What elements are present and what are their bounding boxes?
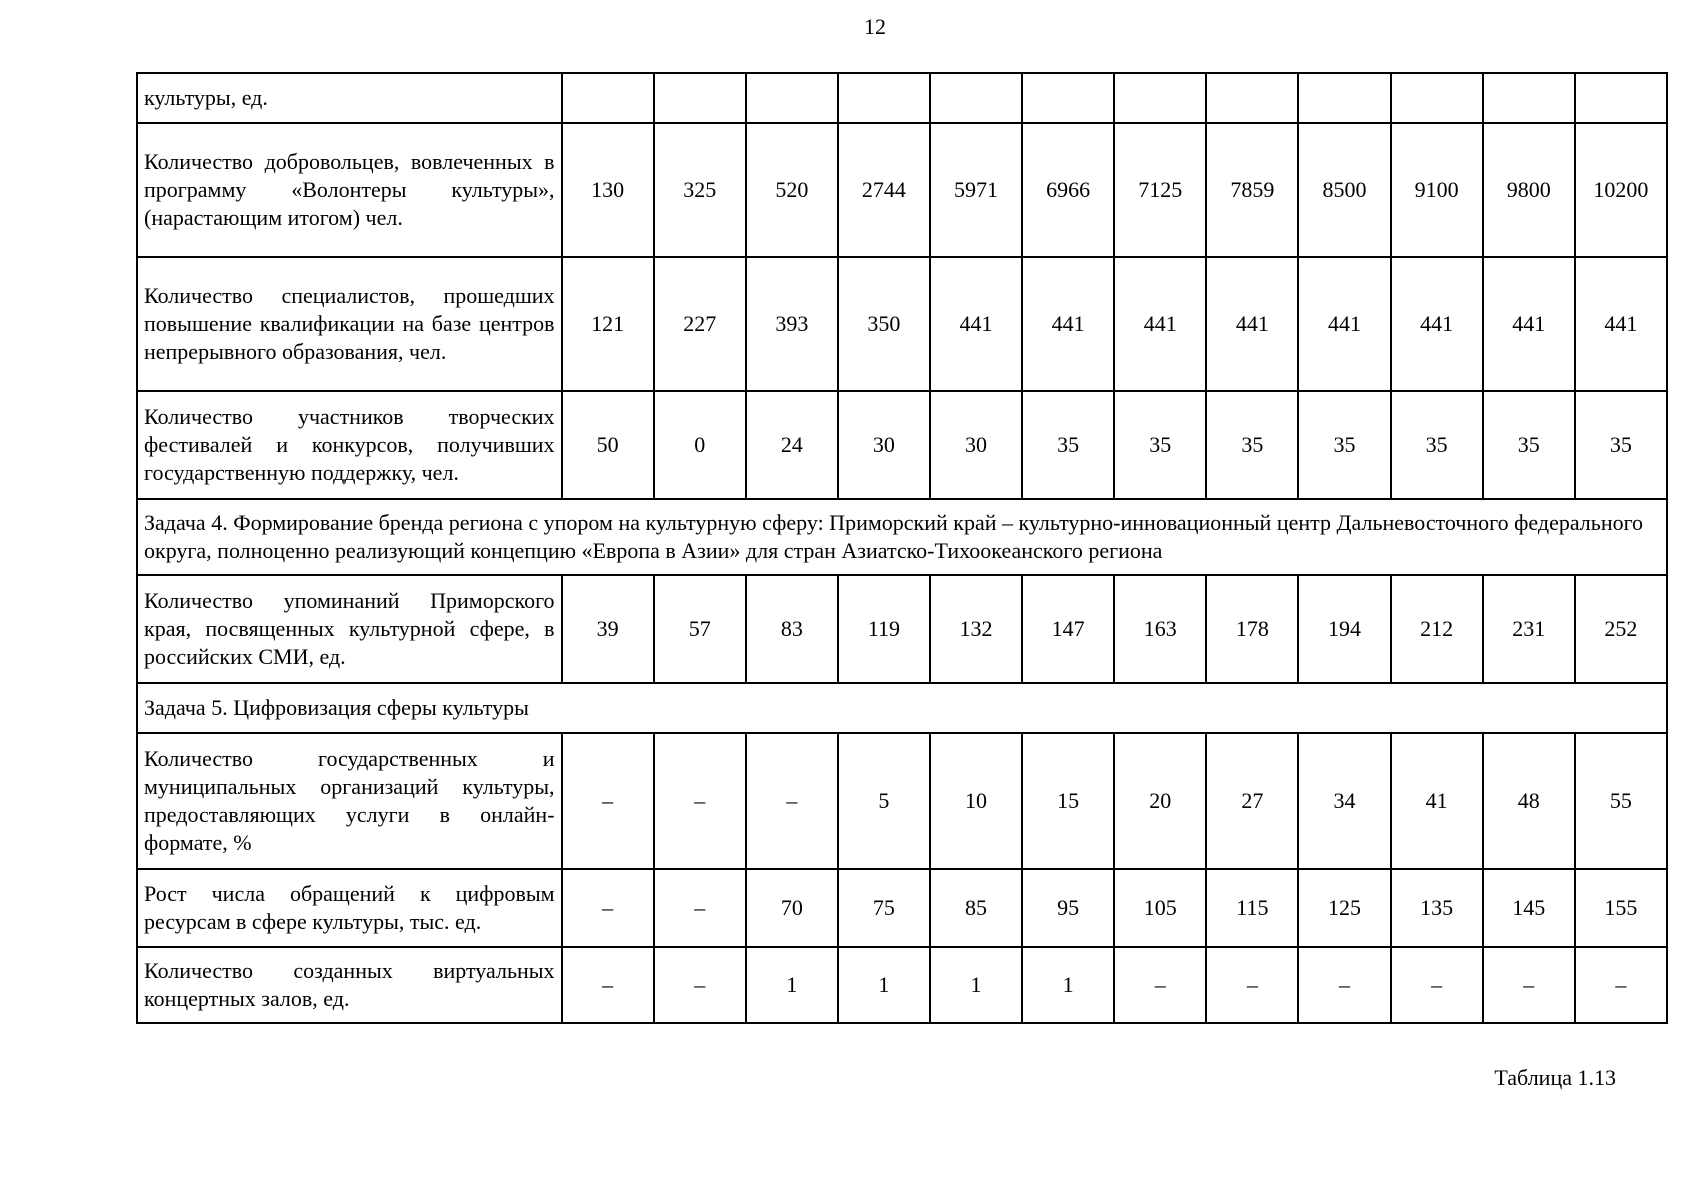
task-header-row <box>137 499 1667 575</box>
table-row <box>137 123 1667 257</box>
indicator-value: – <box>562 733 654 869</box>
indicator-value <box>1483 73 1575 123</box>
table-row <box>137 73 1667 123</box>
indicator-label: Количество созданных виртуальных концертных залов, ед. <box>137 947 562 1023</box>
indicator-value: – <box>1298 947 1390 1023</box>
indicator-value <box>1391 73 1483 123</box>
indicator-value <box>930 73 1022 123</box>
indicator-value <box>654 73 746 123</box>
indicator-value: 325 <box>654 123 746 257</box>
indicator-value: 39 <box>562 575 654 683</box>
indicator-value: 227 <box>654 257 746 391</box>
indicator-value: 15 <box>1022 733 1114 869</box>
indicator-value: 83 <box>746 575 838 683</box>
indicator-value: 20 <box>1114 733 1206 869</box>
table-row <box>137 391 1667 499</box>
indicator-value: – <box>1483 947 1575 1023</box>
table-row <box>137 947 1667 1023</box>
indicator-value: 27 <box>1206 733 1298 869</box>
indicator-value: 441 <box>1575 257 1667 391</box>
indicator-value: 145 <box>1483 869 1575 947</box>
indicator-label: Количество специалистов, прошедших повышение квалификации на базе центров непрерывного образования, чел. <box>137 257 562 391</box>
table-row <box>137 257 1667 391</box>
table-caption: Таблица 1.13 <box>1494 1065 1616 1090</box>
indicator-value: 2744 <box>838 123 930 257</box>
indicator-label: Количество участников творческих фестивалей и конкурсов, получивших государственную поддержку, чел. <box>137 391 562 499</box>
indicator-value <box>1022 73 1114 123</box>
indicator-value <box>1575 73 1667 123</box>
indicator-value: 155 <box>1575 869 1667 947</box>
indicator-value <box>1298 73 1390 123</box>
indicator-value: 1 <box>746 947 838 1023</box>
indicator-value: 130 <box>562 123 654 257</box>
indicator-value: – <box>654 947 746 1023</box>
indicator-value: 10 <box>930 733 1022 869</box>
indicator-value: 35 <box>1206 391 1298 499</box>
indicator-value: 520 <box>746 123 838 257</box>
indicator-value: 441 <box>930 257 1022 391</box>
indicator-value: 441 <box>1298 257 1390 391</box>
indicator-value: 75 <box>838 869 930 947</box>
indicator-value: 350 <box>838 257 930 391</box>
indicator-value: 119 <box>838 575 930 683</box>
indicator-value: 57 <box>654 575 746 683</box>
indicator-label: Количество государственных и муниципальных организаций культуры, предоставляющих услуги в онлайн-формате, % <box>137 733 562 869</box>
indicator-value <box>838 73 930 123</box>
indicator-value: 441 <box>1022 257 1114 391</box>
indicator-value: – <box>746 733 838 869</box>
indicator-value: 441 <box>1483 257 1575 391</box>
indicator-value: 125 <box>1298 869 1390 947</box>
indicator-value: 115 <box>1206 869 1298 947</box>
indicator-value: 30 <box>838 391 930 499</box>
indicator-value: 35 <box>1391 391 1483 499</box>
task-title: Задача 4. Формирование бренда региона с упором на культурную сферу: Приморский край – культурно-инновационный центр Дальневосточного федерального округа, полноценно реализующий концепцию «Европа в Азии» для стран Азиатско-Тихоокеанского региона <box>137 499 1667 575</box>
indicator-value: 441 <box>1391 257 1483 391</box>
indicator-label: Количество упоминаний Приморского края, посвященных культурной сфере, в российских СМИ, ед. <box>137 575 562 683</box>
indicator-value: 1 <box>838 947 930 1023</box>
indicator-value: 35 <box>1114 391 1206 499</box>
indicator-value: – <box>1206 947 1298 1023</box>
indicator-value: – <box>1575 947 1667 1023</box>
indicator-value: 6966 <box>1022 123 1114 257</box>
task-header-row <box>137 683 1667 733</box>
indicator-value: 441 <box>1206 257 1298 391</box>
indicator-value: 35 <box>1575 391 1667 499</box>
page-number: 12 <box>864 14 886 39</box>
indicator-value: 441 <box>1114 257 1206 391</box>
indicator-value: 55 <box>1575 733 1667 869</box>
indicator-value: 393 <box>746 257 838 391</box>
indicator-value: 24 <box>746 391 838 499</box>
table-row <box>137 575 1667 683</box>
indicator-value: 147 <box>1022 575 1114 683</box>
indicator-value: 34 <box>1298 733 1390 869</box>
indicator-value: 135 <box>1391 869 1483 947</box>
task-title: Задача 5. Цифровизация сферы культуры <box>137 683 1667 733</box>
indicator-value: – <box>562 869 654 947</box>
indicator-value: 105 <box>1114 869 1206 947</box>
indicator-value: – <box>654 733 746 869</box>
indicator-value <box>562 73 654 123</box>
indicator-value: – <box>654 869 746 947</box>
indicator-value: 121 <box>562 257 654 391</box>
indicator-value: 85 <box>930 869 1022 947</box>
indicator-value: 7859 <box>1206 123 1298 257</box>
indicator-value: 132 <box>930 575 1022 683</box>
indicator-value: 35 <box>1022 391 1114 499</box>
indicator-value: 178 <box>1206 575 1298 683</box>
indicator-value <box>1114 73 1206 123</box>
indicator-value: 35 <box>1298 391 1390 499</box>
indicator-label: Рост числа обращений к цифровым ресурсам в сфере культуры, тыс. ед. <box>137 869 562 947</box>
indicator-value: 48 <box>1483 733 1575 869</box>
indicator-value: 50 <box>562 391 654 499</box>
indicator-value: 95 <box>1022 869 1114 947</box>
indicator-label: Количество добровольцев, вовлеченных в программу «Волонтеры культуры», (нарастающим итогом) чел. <box>137 123 562 257</box>
indicator-value: 30 <box>930 391 1022 499</box>
indicator-value: 9800 <box>1483 123 1575 257</box>
table-body <box>137 73 1667 1023</box>
indicator-value: 9100 <box>1391 123 1483 257</box>
indicator-value: 1 <box>1022 947 1114 1023</box>
indicator-value: 194 <box>1298 575 1390 683</box>
indicator-value: 70 <box>746 869 838 947</box>
indicator-value <box>1206 73 1298 123</box>
table-row <box>137 869 1667 947</box>
indicator-value <box>746 73 838 123</box>
indicator-value: 35 <box>1483 391 1575 499</box>
indicator-value: 212 <box>1391 575 1483 683</box>
indicator-value: 7125 <box>1114 123 1206 257</box>
indicator-value: 5971 <box>930 123 1022 257</box>
indicator-value: – <box>562 947 654 1023</box>
indicator-value: 5 <box>838 733 930 869</box>
table-row <box>137 733 1667 869</box>
indicator-value: 252 <box>1575 575 1667 683</box>
indicator-value: – <box>1114 947 1206 1023</box>
indicator-value: 1 <box>930 947 1022 1023</box>
indicator-value: 8500 <box>1298 123 1390 257</box>
indicator-label: культуры, ед. <box>137 73 562 123</box>
indicator-value: 0 <box>654 391 746 499</box>
indicator-value: 41 <box>1391 733 1483 869</box>
indicator-value: 10200 <box>1575 123 1667 257</box>
indicator-value: 163 <box>1114 575 1206 683</box>
indicator-value: 231 <box>1483 575 1575 683</box>
indicators-table <box>136 72 1668 1024</box>
indicator-value: – <box>1391 947 1483 1023</box>
